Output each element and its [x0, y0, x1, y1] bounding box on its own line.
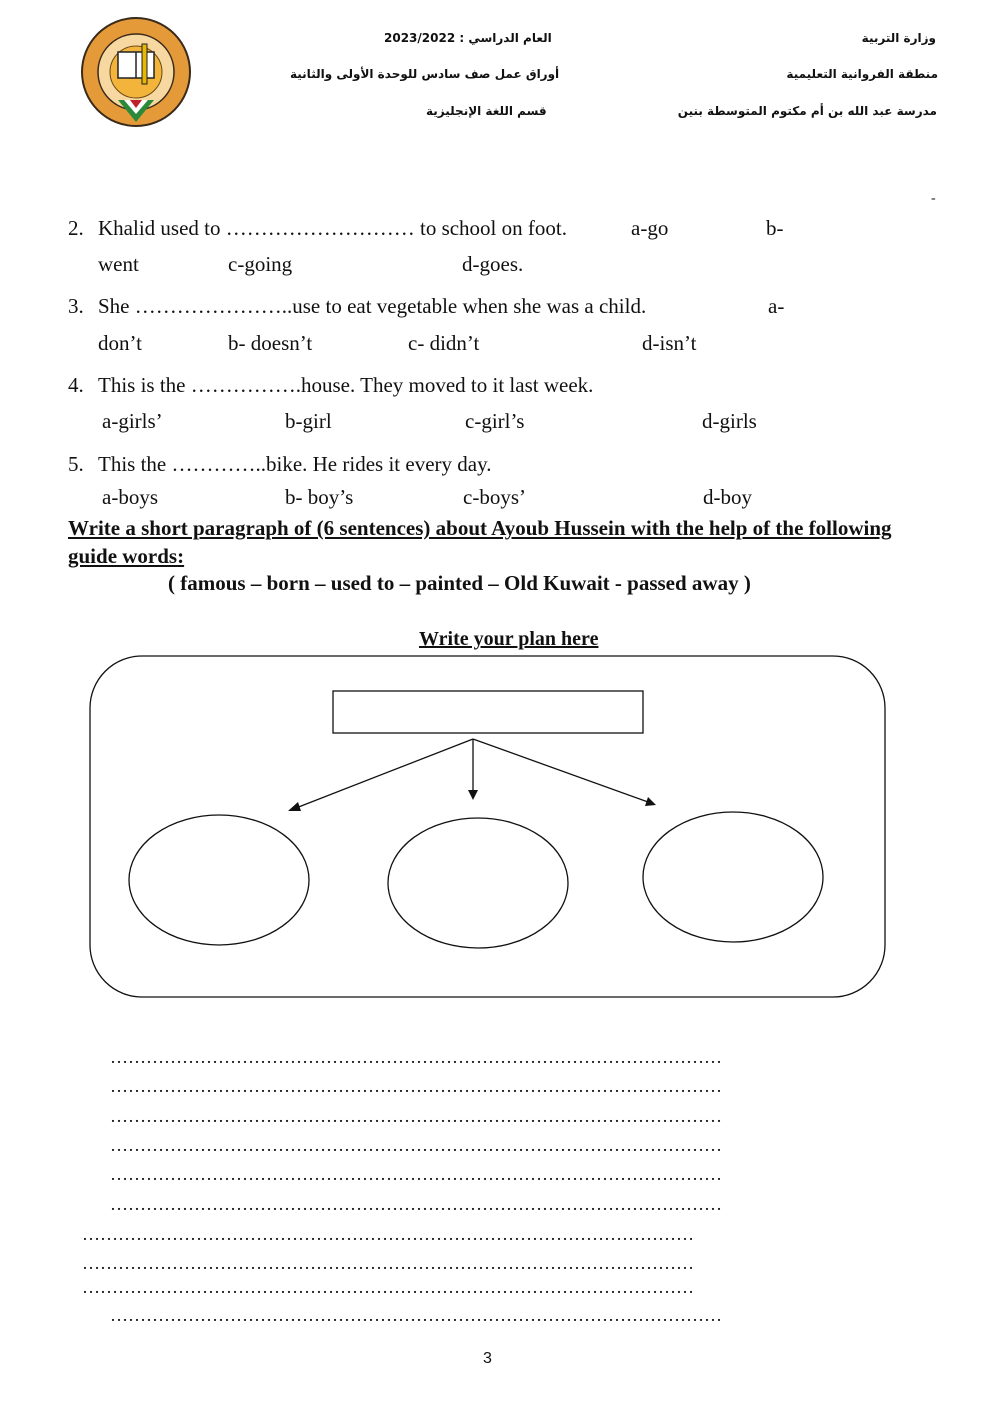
- question-4-option-c: c-girl’s: [465, 409, 525, 433]
- question-2-option-a: a-go: [631, 216, 669, 240]
- header-academic-year: العام الدراسي : 2023/2022: [384, 31, 552, 45]
- plan-idea-1[interactable]: [129, 815, 309, 945]
- writing-line-1[interactable]: …………………………………………………………………………………………: [110, 1047, 722, 1067]
- writing-line-4[interactable]: …………………………………………………………………………………………: [110, 1135, 722, 1155]
- question-4-number: 4.: [68, 373, 84, 397]
- question-5-text: This the …………..bike. He rides it every day.: [98, 452, 492, 476]
- page-number: 3: [483, 1350, 492, 1367]
- arrow-left-head: [288, 802, 301, 811]
- writing-line-6[interactable]: …………………………………………………………………………………………: [110, 1194, 722, 1214]
- arrow-right: [473, 739, 648, 802]
- question-3-option-c: c- didn’t: [408, 331, 480, 355]
- question-3-option-d: d-isn’t: [642, 331, 697, 355]
- question-5-number: 5.: [68, 452, 84, 476]
- guide-words: ( famous – born – used to – painted – Old Kuwait - passed away ): [168, 571, 751, 595]
- question-3-text: She …………………..use to eat vegetable when she was a child.: [98, 294, 647, 318]
- question-2-option-c: c-going: [228, 252, 293, 276]
- writing-line-10[interactable]: …………………………………………………………………………………………: [110, 1305, 722, 1325]
- question-2-option-b-prefix: b-: [766, 216, 784, 240]
- plan-topic-box[interactable]: [333, 691, 643, 733]
- writing-line-8[interactable]: …………………………………………………………………………………………: [82, 1253, 694, 1273]
- question-3-number: 3.: [68, 294, 84, 318]
- writing-line-5[interactable]: …………………………………………………………………………………………: [110, 1164, 722, 1184]
- header-department: قسم اللغة الإنجليزية: [426, 104, 547, 118]
- header-district: منطقة الفروانية التعليمية: [786, 67, 938, 81]
- question-2-option-b: went: [98, 252, 139, 276]
- question-5-option-c: c-boys’: [463, 485, 526, 509]
- writing-line-3[interactable]: …………………………………………………………………………………………: [110, 1106, 722, 1126]
- question-3-option-a: don’t: [98, 331, 142, 355]
- question-4-option-d: d-girls: [702, 409, 757, 433]
- stray-mark: -: [931, 191, 936, 206]
- question-3-option-a-prefix: a-: [768, 294, 785, 318]
- writing-instruction: Write a short paragraph of (6 sentences) about Ayoub Hussein with the help of the following guide words:: [68, 516, 892, 568]
- arrow-center-head: [468, 790, 478, 800]
- plan-idea-3[interactable]: [643, 812, 823, 942]
- question-2-text: Khalid used to ……………………… to school on foot.: [98, 216, 567, 240]
- question-5-option-b: b- boy’s: [285, 485, 354, 509]
- question-2-option-d: d-goes.: [462, 252, 524, 276]
- header-ministry: وزارة التربية: [861, 31, 936, 45]
- header-worksheet-title: أوراق عمل صف سادس للوحدة الأولى والثانية: [290, 67, 560, 81]
- question-4-text: This is the …………….house. They moved to it last week.: [98, 373, 594, 397]
- writing-line-9[interactable]: …………………………………………………………………………………………: [82, 1277, 694, 1297]
- plan-idea-2[interactable]: [388, 818, 568, 948]
- arrow-left: [296, 739, 473, 808]
- writing-line-7[interactable]: …………………………………………………………………………………………: [82, 1224, 694, 1244]
- question-2-number: 2.: [68, 216, 84, 240]
- writing-line-2[interactable]: …………………………………………………………………………………………: [110, 1076, 722, 1096]
- question-4-option-b: b-girl: [285, 409, 332, 433]
- question-4-option-a: a-girls’: [102, 409, 163, 433]
- question-3-option-b: b- doesn’t: [228, 331, 313, 355]
- header-school: مدرسة عبد الله بن أم مكتوم المتوسطة بنين: [677, 104, 937, 118]
- plan-title: Write your plan here: [419, 628, 599, 650]
- question-5-option-a: a-boys: [102, 485, 158, 509]
- question-5-option-d: d-boy: [703, 485, 752, 509]
- arrow-right-head: [645, 797, 656, 806]
